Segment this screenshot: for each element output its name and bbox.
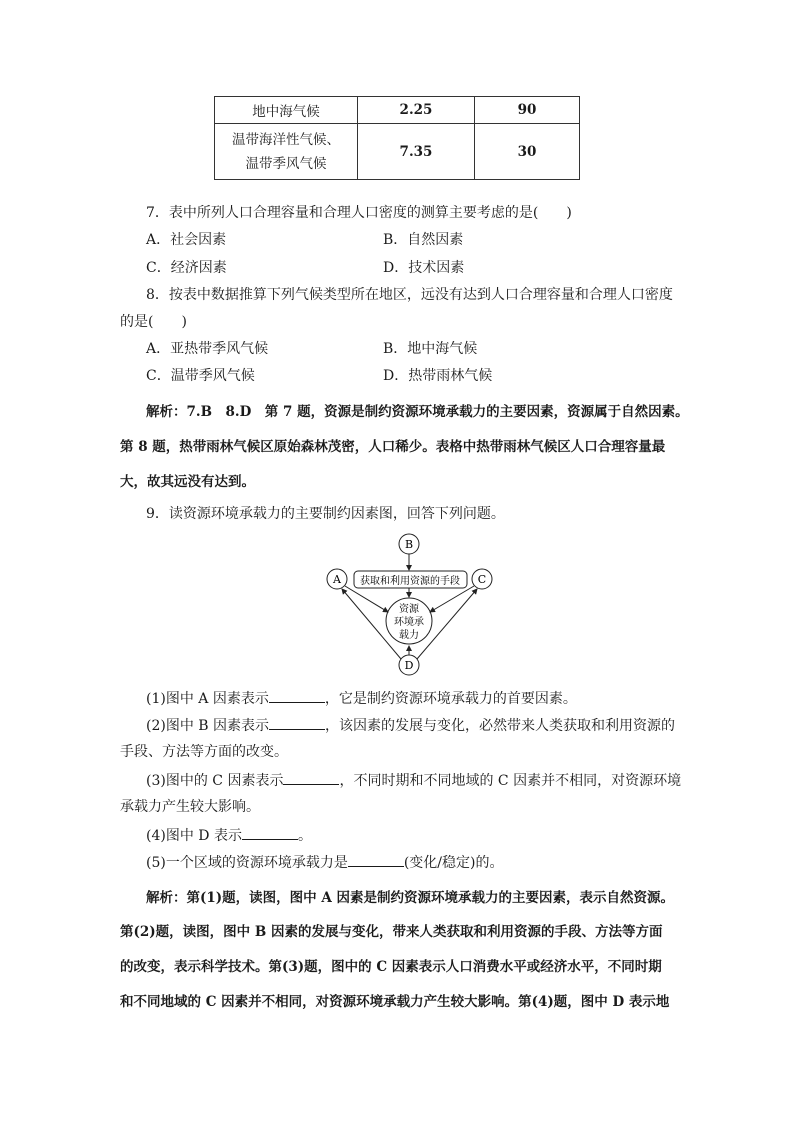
q9-sub3-line2: 承载力产生较大影响。 <box>120 799 260 815</box>
node-d-label: D <box>404 659 414 672</box>
answer-blank <box>269 688 325 703</box>
answer-blank <box>242 825 298 840</box>
q7-option-d: D．技术因素 <box>383 260 465 276</box>
q9-sub5-text: (5)一个区域的资源环境承载力是 <box>146 855 348 871</box>
climate-name-line1: 温带海洋性气候、 <box>232 131 340 148</box>
q9-sub4-text: 。 <box>297 828 312 844</box>
q8-stem-line1: 8．按表中数据推算下列气候类型所在地区，远没有达到人口合理容量和合理人口密度 <box>146 287 673 303</box>
arrow-a-to-center <box>345 586 388 612</box>
table-cell-climate: 地中海气候 <box>215 97 358 124</box>
node-a-label: A <box>333 573 341 586</box>
q8-option-a: A．亚热带季风气候 <box>146 341 269 357</box>
q9-sub4 <box>146 825 312 846</box>
center-label-line1: 资源 <box>399 604 419 615</box>
table-row <box>215 97 580 124</box>
q8-stem-line2: 的是( ) <box>120 314 187 330</box>
q9-sub3 <box>146 770 681 791</box>
q9-stem: 9．读资源环境承载力的主要制约因素图，回答下列问题。 <box>146 506 505 522</box>
table-cell-density: 30 <box>475 124 580 180</box>
analysis-7-8-line1: 解析：7.B 8.D 第 7 题，资源是制约资源环境承载力的主要因素，资源属于自然因素。 <box>146 404 689 420</box>
table-row <box>215 124 580 180</box>
analysis-7-8-line3: 大，故其远没有达到。 <box>120 474 255 490</box>
q9-sub1-text: ，它是制约资源环境承载力的首要因素。 <box>324 691 577 707</box>
center-label-line2: 环境承 <box>394 617 424 628</box>
table-cell-density: 90 <box>475 97 580 124</box>
q9-sub4-text: (4)图中 D 表示 <box>146 828 242 844</box>
q7-option-a: A．社会因素 <box>146 232 227 248</box>
q9-sub3-text: (3)图中的 C 因素表示 <box>146 773 284 789</box>
answer-blank <box>283 770 339 785</box>
climate-name-line2: 温带季风气候 <box>245 155 327 172</box>
climate-data-table <box>214 96 580 180</box>
answer-blank <box>348 852 404 867</box>
node-c-label: C <box>477 573 487 586</box>
table-cell-climate <box>215 124 358 180</box>
q7-stem: 7．表中所列人口合理容量和合理人口密度的测算主要考虑的是( ) <box>146 205 572 221</box>
q9-sub2 <box>146 715 675 736</box>
table-cell-capacity: 2.25 <box>358 97 475 124</box>
analysis-7-8-line2: 第 8 题，热带雨林气候区原始森林茂密，人口稀少。表格中热带雨林气候区人口合理容量最 <box>120 439 666 455</box>
q8-option-b: B．地中海气候 <box>383 341 478 357</box>
q9-sub5-text: (变化/稳定)的。 <box>403 855 504 871</box>
analysis-9-line2: 第(2)题，读图，图中 B 因素的发展与变化，带来人类获取和利用资源的手段、方法等方面 <box>120 924 663 940</box>
analysis-9-line3: 的改变，表示科学技术。第(3)题，图中的 C 因素表示人口消费水平或经济水平，不同时期 <box>120 959 662 975</box>
q9-sub2-text: ，该因素的发展与变化，必然带来人类获取和利用资源的 <box>325 718 676 734</box>
analysis-9-line4: 和不同地域的 C 因素并不相同，对资源环境承载力产生较大影响。第(4)题，图中 D 表示地 <box>120 994 670 1010</box>
table-cell-capacity: 7.35 <box>358 124 475 180</box>
arrow-c-to-center <box>430 586 474 612</box>
node-b-label: B <box>404 538 414 551</box>
q8-option-c: C．温带季风气候 <box>146 368 255 384</box>
means-box-label: 获取和利用资源的手段 <box>360 576 460 587</box>
carrying-capacity-diagram <box>320 532 500 680</box>
q8-option-d: D．热带雨林气候 <box>383 368 493 384</box>
center-label-line3: 载力 <box>399 630 419 641</box>
q7-option-c: C．经济因素 <box>146 260 227 276</box>
q9-sub2-line2: 手段、方法等方面的改变。 <box>120 744 288 760</box>
q9-sub3-text: ，不同时期和不同地域的 C 因素并不相同，对资源环境 <box>339 773 682 789</box>
q7-option-b: B．自然因素 <box>383 232 464 248</box>
q9-sub1 <box>146 688 577 709</box>
answer-blank <box>269 715 325 730</box>
q9-sub1-text: (1)图中 A 因素表示 <box>146 691 269 707</box>
analysis-9-line1: 解析：第(1)题，读图，图中 A 因素是制约资源环境承载力的主要因素，表示自然资源。 <box>146 890 675 906</box>
q9-sub2-text: (2)图中 B 因素表示 <box>146 718 270 734</box>
q9-sub5 <box>146 852 503 873</box>
